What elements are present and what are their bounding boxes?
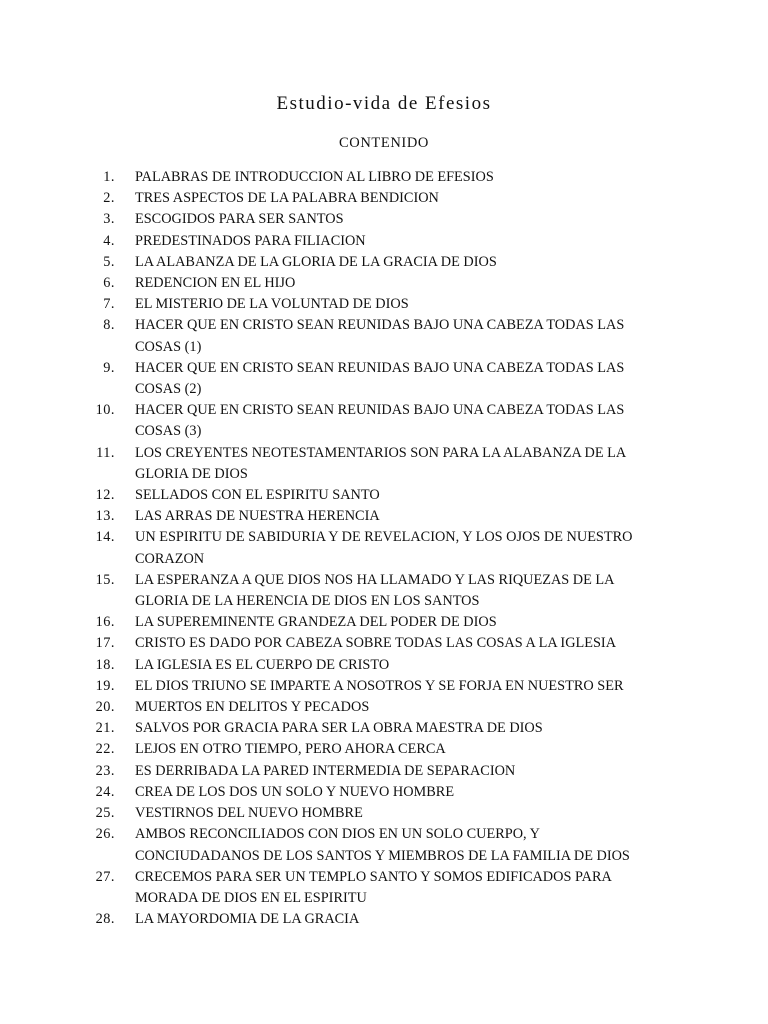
toc-entry-title: LA MAYORDOMIA DE LA GRACIA — [135, 911, 360, 928]
toc-entry — [0, 909, 768, 930]
toc-entry-number: 22. — [95, 741, 115, 758]
toc-entry — [0, 167, 768, 188]
document-title: Estudio-vida de Efesios — [276, 93, 492, 114]
toc-entry-number: 15. — [95, 571, 115, 588]
toc-entry — [0, 824, 768, 866]
toc-entry-title: SALVOS POR GRACIA PARA SER LA OBRA MAESTRA DE DIOS — [135, 720, 543, 737]
toc-entry — [0, 294, 768, 315]
toc-entry-title: LA ESPERANZA A QUE DIOS NOS HA LLAMADO Y LAS RIQUEZAS DE LA GLORIA DE LA HERENCIA DE DIOS EN LOS SANTOS — [135, 571, 615, 610]
toc-entry — [0, 209, 768, 230]
toc-entry-title: LA SUPEREMINENTE GRANDEZA DEL PODER DE DIOS — [135, 614, 497, 631]
toc-entry-title: HACER QUE EN CRISTO SEAN REUNIDAS BAJO UNA CABEZA TODAS LAS COSAS (1) — [135, 317, 625, 355]
toc-entry — [0, 527, 768, 569]
toc-entry-title: UN ESPIRITU DE SABIDURIA Y DE REVELACION, Y LOS OJOS DE NUESTRO CORAZON — [135, 529, 633, 567]
toc-entry — [0, 358, 768, 400]
toc-entry — [0, 761, 768, 782]
toc-entry-number: 1. — [103, 169, 115, 185]
toc-entry-number: 20. — [95, 699, 115, 716]
toc-entry-number: 14. — [95, 529, 115, 546]
toc-entry-title: TRES ASPECTOS DE LA PALABRA BENDICION — [135, 190, 439, 207]
toc-entry-title: LOS CREYENTES NEOTESTAMENTARIOS SON PARA LA ALABANZA DE LA GLORIA DE DIOS — [135, 444, 627, 482]
toc-entry — [0, 676, 768, 697]
toc-entry — [0, 633, 768, 654]
toc-entry-title: SELLADOS CON EL ESPIRITU SANTO — [135, 487, 380, 504]
toc-entry — [0, 697, 768, 718]
toc-entry — [0, 315, 768, 357]
toc-entry — [0, 443, 768, 485]
toc-entry-number: 23. — [95, 762, 115, 779]
toc-entry-title: ESCOGIDOS PARA SER SANTOS — [135, 211, 344, 228]
toc-entry-title: AMBOS RECONCILIADOS CON DIOS EN UN SOLO CUERPO, Y CONCIUDADANOS DE LOS SANTOS Y MIEMBROS DE LA FAMILIA DE DIOS — [135, 826, 630, 864]
toc-entry-number: 13. — [95, 508, 115, 525]
toc-entry-title: LA ALABANZA DE LA GLORIA DE LA GRACIA DE DIOS — [135, 253, 497, 270]
toc-entry-number: 9. — [103, 359, 115, 376]
contents-heading: CONTENIDO — [339, 135, 429, 151]
toc-entry-number: 24. — [95, 783, 115, 800]
toc-entry-number: 28. — [95, 911, 115, 928]
toc-entry-number: 5. — [103, 253, 115, 270]
toc-entry-title: LA IGLESIA ES EL CUERPO DE CRISTO — [135, 656, 390, 673]
toc-entry-number: 21. — [95, 720, 115, 737]
toc-entry-number: 19. — [95, 677, 115, 694]
toc-entry — [0, 655, 768, 676]
toc-entry-number: 25. — [95, 805, 115, 822]
toc-entry-title: VESTIRNOS DEL NUEVO HOMBRE — [135, 805, 363, 822]
toc-entry-title: MUERTOS EN DELITOS Y PECADOS — [135, 699, 370, 716]
toc-entry-number: 12. — [95, 487, 115, 504]
toc-entry-number: 17. — [95, 635, 115, 652]
toc-entry-title: HACER QUE EN CRISTO SEAN REUNIDAS BAJO UNA CABEZA TODAS LAS COSAS (2) — [135, 359, 625, 398]
toc-entry-number: 26. — [95, 826, 115, 843]
toc-entry-number: 4. — [103, 232, 115, 249]
toc-entry — [0, 867, 768, 909]
toc-entry — [0, 718, 768, 739]
toc-entry-number: 18. — [95, 656, 115, 673]
toc-entry-title: CRISTO ES DADO POR CABEZA SOBRE TODAS LAS COSAS A LA IGLESIA — [135, 635, 617, 652]
toc-entry-title: LAS ARRAS DE NUESTRA HERENCIA — [135, 508, 380, 525]
toc-entry-title: PALABRAS DE INTRODUCCION AL LIBRO DE EFESIOS — [135, 169, 494, 185]
toc-entry-number: 27. — [95, 868, 115, 885]
toc-entry — [0, 506, 768, 527]
toc-entry-title: CREA DE LOS DOS UN SOLO Y NUEVO HOMBRE — [135, 783, 455, 800]
toc-entry-title: EL DIOS TRIUNO SE IMPARTE A NOSOTROS Y SE FORJA EN NUESTRO SER — [135, 677, 624, 694]
toc-entry — [0, 803, 768, 824]
toc-entry — [0, 273, 768, 294]
toc-entry-number: 11. — [96, 444, 115, 461]
toc-entry-number: 10. — [95, 402, 115, 419]
toc-entry-title: ES DERRIBADA LA PARED INTERMEDIA DE SEPARACION — [135, 762, 516, 779]
toc-entry — [0, 782, 768, 803]
toc-entry-number: 7. — [103, 296, 115, 313]
toc-entry — [0, 400, 768, 442]
table-of-contents — [0, 167, 768, 930]
toc-entry — [0, 231, 768, 252]
toc-entry — [0, 485, 768, 506]
toc-entry-number: 6. — [103, 275, 115, 292]
toc-entry-number: 2. — [103, 190, 115, 207]
toc-entry — [0, 252, 768, 273]
toc-entry-number: 3. — [103, 211, 115, 228]
toc-entry — [0, 570, 768, 612]
toc-entry — [0, 188, 768, 209]
toc-entry-title: EL MISTERIO DE LA VOLUNTAD DE DIOS — [135, 296, 409, 313]
toc-entry-title: HACER QUE EN CRISTO SEAN REUNIDAS BAJO UNA CABEZA TODAS LAS COSAS (3) — [135, 402, 625, 440]
toc-entry-number: 8. — [103, 317, 115, 334]
toc-entry-title: CRECEMOS PARA SER UN TEMPLO SANTO Y SOMOS EDIFICADOS PARA MORADA DE DIOS EN EL ESPIRITU — [135, 868, 612, 906]
toc-entry-number: 16. — [95, 614, 115, 631]
toc-entry-title: REDENCION EN EL HIJO — [135, 275, 296, 292]
toc-entry — [0, 739, 768, 760]
toc-entry — [0, 612, 768, 633]
toc-entry-title: LEJOS EN OTRO TIEMPO, PERO AHORA CERCA — [135, 741, 446, 758]
toc-entry-title: PREDESTINADOS PARA FILIACION — [135, 232, 366, 249]
